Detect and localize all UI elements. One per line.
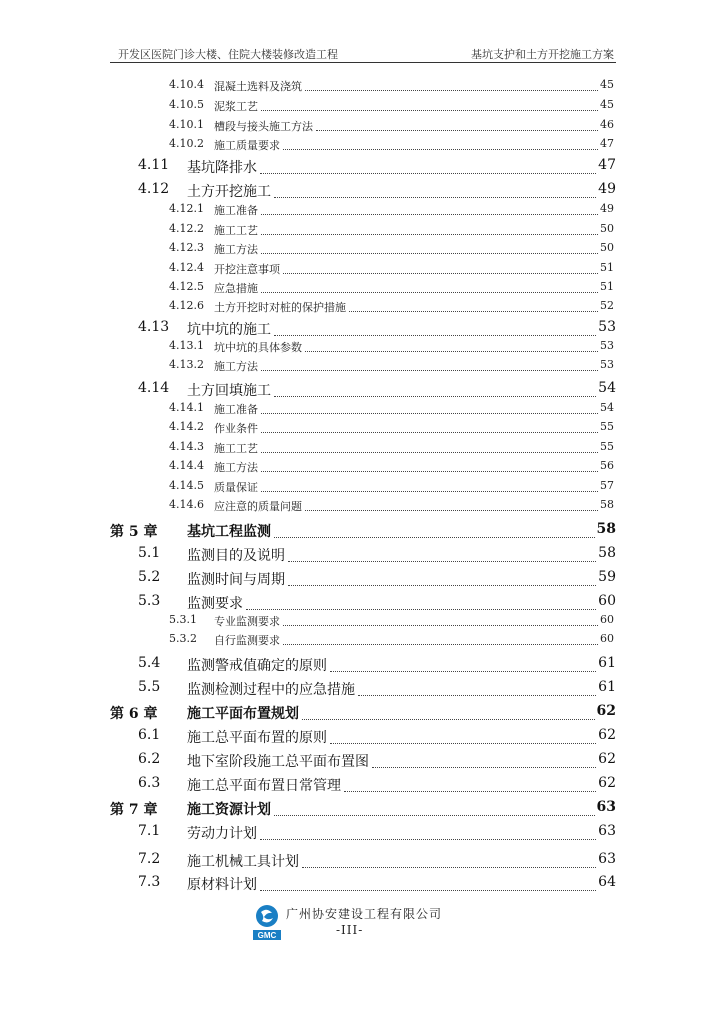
toc-entry-page: 55 bbox=[600, 420, 614, 433]
toc-entry-page: 54 bbox=[600, 401, 614, 414]
toc-entry-page: 62 bbox=[596, 703, 616, 719]
toc-entry[interactable] bbox=[0, 679, 724, 699]
toc-entry-title: 施工总平面布置日常管理 bbox=[187, 778, 341, 794]
toc-entry-number: 7.1 bbox=[138, 823, 161, 839]
toc-entry-number: 6.3 bbox=[138, 775, 161, 791]
toc-entry-title: 施工资源计划 bbox=[187, 802, 271, 818]
toc-dot-leader bbox=[261, 491, 598, 492]
toc-entry[interactable] bbox=[0, 851, 724, 871]
toc-dot-leader bbox=[261, 234, 598, 235]
toc-dot-leader bbox=[261, 110, 598, 111]
toc-entry-title: 施工总平面布置的原则 bbox=[187, 730, 327, 746]
toc-entry-number: 4.10.1 bbox=[169, 118, 204, 131]
header-project-title: 开发区医院门诊大楼、住院大楼装修改造工程 bbox=[118, 48, 338, 61]
toc-entry[interactable] bbox=[0, 545, 724, 565]
toc-entry[interactable] bbox=[0, 118, 724, 138]
toc-dot-leader bbox=[372, 767, 596, 768]
toc-entry[interactable] bbox=[0, 440, 724, 460]
toc-entry-page: 63 bbox=[598, 823, 616, 839]
toc-entry-page: 47 bbox=[600, 137, 614, 150]
toc-dot-leader bbox=[288, 561, 596, 562]
toc-entry-title: 劳动力计划 bbox=[187, 826, 257, 842]
toc-entry[interactable] bbox=[0, 299, 724, 319]
toc-entry[interactable] bbox=[0, 498, 724, 518]
toc-entry[interactable] bbox=[0, 593, 724, 613]
toc-dot-leader bbox=[261, 214, 598, 215]
toc-entry[interactable] bbox=[0, 874, 724, 894]
toc-entry[interactable] bbox=[0, 78, 724, 98]
toc-entry-page: 62 bbox=[598, 775, 616, 791]
header-document-title: 基坑支护和土方开挖施工方案 bbox=[471, 48, 614, 61]
toc-dot-leader bbox=[283, 625, 598, 626]
toc-entry-number: 第 7 章 bbox=[110, 802, 158, 818]
toc-entry-page: 57 bbox=[600, 479, 614, 492]
toc-entry[interactable] bbox=[0, 358, 724, 378]
toc-entry[interactable] bbox=[0, 222, 724, 242]
toc-entry-page: 46 bbox=[600, 118, 614, 131]
toc-entry-page: 61 bbox=[598, 679, 616, 695]
toc-entry-page: 45 bbox=[600, 78, 614, 91]
toc-entry-page: 50 bbox=[600, 222, 614, 235]
toc-dot-leader bbox=[305, 90, 598, 91]
toc-entry[interactable] bbox=[0, 98, 724, 118]
toc-entry[interactable] bbox=[0, 727, 724, 747]
toc-entry-number: 5.4 bbox=[138, 655, 161, 671]
toc-entry-title: 监测目的及说明 bbox=[187, 548, 285, 564]
toc-entry-title: 施工准备 bbox=[214, 403, 258, 416]
toc-entry-page: 64 bbox=[598, 874, 616, 890]
toc-dot-leader bbox=[344, 791, 596, 792]
toc-dot-leader bbox=[283, 644, 598, 645]
toc-entry[interactable] bbox=[0, 157, 724, 177]
toc-dot-leader bbox=[305, 351, 598, 352]
toc-entry[interactable] bbox=[0, 339, 724, 359]
toc-entry[interactable] bbox=[0, 319, 724, 339]
toc-entry-title: 施工工艺 bbox=[214, 224, 258, 237]
toc-entry[interactable] bbox=[0, 799, 724, 819]
toc-entry-number: 6.1 bbox=[138, 727, 161, 743]
toc-entry-title: 应注意的质量问题 bbox=[214, 500, 302, 513]
toc-entry-title: 专业监测要求 bbox=[214, 615, 280, 628]
toc-entry-title: 施工平面布置规划 bbox=[187, 706, 299, 722]
toc-entry-page: 60 bbox=[600, 613, 614, 626]
toc-entry-title: 土方回填施工 bbox=[187, 383, 271, 399]
toc-entry-number: 4.14.4 bbox=[169, 459, 204, 472]
toc-entry[interactable] bbox=[0, 241, 724, 261]
toc-entry[interactable] bbox=[0, 655, 724, 675]
toc-entry-title: 原材料计划 bbox=[187, 877, 257, 893]
toc-entry-number: 4.14.3 bbox=[169, 440, 204, 453]
toc-dot-leader bbox=[283, 273, 598, 274]
toc-dot-leader bbox=[260, 839, 596, 840]
toc-entry-title: 质量保证 bbox=[214, 481, 258, 494]
toc-entry-page: 51 bbox=[600, 280, 614, 293]
toc-dot-leader bbox=[261, 432, 598, 433]
toc-entry-title: 槽段与接头施工方法 bbox=[214, 120, 313, 133]
toc-entry[interactable] bbox=[0, 569, 724, 589]
toc-entry-number: 4.14.5 bbox=[169, 479, 204, 492]
toc-entry-page: 62 bbox=[598, 727, 616, 743]
toc-entry-number: 6.2 bbox=[138, 751, 161, 767]
toc-dot-leader bbox=[246, 609, 596, 610]
toc-entry[interactable] bbox=[0, 261, 724, 281]
toc-entry-page: 56 bbox=[600, 459, 614, 472]
toc-entry-page: 53 bbox=[600, 358, 614, 371]
toc-entry-number: 4.12 bbox=[138, 181, 170, 197]
toc-entry-number: 4.11 bbox=[138, 157, 170, 173]
toc-entry-number: 5.3 bbox=[138, 593, 161, 609]
toc-entry-number: 第 6 章 bbox=[110, 706, 158, 722]
toc-entry[interactable] bbox=[0, 280, 724, 300]
logo-text: GMC bbox=[257, 931, 277, 940]
toc-dot-leader bbox=[260, 173, 596, 174]
toc-entry-number: 5.5 bbox=[138, 679, 161, 695]
toc-entry-title: 施工准备 bbox=[214, 204, 258, 217]
toc-dot-leader bbox=[261, 452, 598, 453]
toc-entry[interactable] bbox=[0, 632, 724, 652]
toc-dot-leader bbox=[274, 537, 595, 538]
toc-dot-leader bbox=[260, 890, 596, 891]
toc-entry-number: 7.3 bbox=[138, 874, 161, 890]
toc-entry-page: 63 bbox=[596, 799, 616, 815]
toc-entry[interactable] bbox=[0, 459, 724, 479]
toc-dot-leader bbox=[302, 719, 595, 720]
toc-entry-page: 60 bbox=[598, 593, 616, 609]
toc-entry-number: 4.12.2 bbox=[169, 222, 204, 235]
toc-entry-title: 混凝土选料及浇筑 bbox=[214, 80, 302, 93]
toc-entry-page: 53 bbox=[598, 319, 616, 335]
toc-entry-title: 土方开挖施工 bbox=[187, 184, 271, 200]
toc-dot-leader bbox=[274, 396, 596, 397]
toc-entry-title: 监测检测过程中的应急措施 bbox=[187, 682, 355, 698]
toc-entry[interactable] bbox=[0, 613, 724, 633]
toc-dot-leader bbox=[349, 311, 598, 312]
toc-entry-title: 作业条件 bbox=[214, 422, 258, 435]
toc-entry-number: 4.10.4 bbox=[169, 78, 204, 91]
toc-dot-leader bbox=[358, 695, 596, 696]
toc-dot-leader bbox=[274, 335, 596, 336]
toc-entry-page: 55 bbox=[600, 440, 614, 453]
toc-entry[interactable] bbox=[0, 751, 724, 771]
toc-entry[interactable] bbox=[0, 479, 724, 499]
toc-entry-number: 4.12.3 bbox=[169, 241, 204, 254]
toc-entry-title: 地下室阶段施工总平面布置图 bbox=[187, 754, 369, 770]
toc-entry-title: 坑中坑的具体参数 bbox=[214, 341, 302, 354]
toc-entry-title: 施工方法 bbox=[214, 360, 258, 373]
toc-entry-number: 4.14.1 bbox=[169, 401, 204, 414]
toc-entry-page: 51 bbox=[600, 261, 614, 274]
toc-entry-number: 5.1 bbox=[138, 545, 161, 561]
toc-entry[interactable] bbox=[0, 137, 724, 157]
toc-entry-title: 泥浆工艺 bbox=[214, 100, 258, 113]
toc-entry-title: 监测要求 bbox=[187, 596, 243, 612]
toc-entry-title: 施工方法 bbox=[214, 461, 258, 474]
toc-entry-page: 47 bbox=[598, 157, 616, 173]
toc-entry-page: 63 bbox=[598, 851, 616, 867]
toc-entry-title: 基坑降排水 bbox=[187, 160, 257, 176]
toc-entry-page: 60 bbox=[600, 632, 614, 645]
toc-dot-leader bbox=[274, 197, 596, 198]
toc-dot-leader bbox=[330, 671, 596, 672]
toc-entry-number: 4.10.5 bbox=[169, 98, 204, 111]
company-name: 广州协安建设工程有限公司 bbox=[286, 907, 443, 921]
toc-dot-leader bbox=[316, 130, 598, 131]
toc-entry-title: 施工机械工具计划 bbox=[187, 854, 299, 870]
toc-entry-page: 59 bbox=[598, 569, 616, 585]
toc-entry[interactable] bbox=[0, 181, 724, 201]
toc-entry-page: 54 bbox=[598, 380, 616, 396]
toc-dot-leader bbox=[261, 413, 598, 414]
toc-entry[interactable] bbox=[0, 380, 724, 400]
toc-entry-number: 5.2 bbox=[138, 569, 161, 585]
toc-dot-leader bbox=[261, 253, 598, 254]
toc-entry-title: 监测时间与周期 bbox=[187, 572, 285, 588]
toc-entry[interactable] bbox=[0, 703, 724, 723]
toc-entry-page: 49 bbox=[600, 202, 614, 215]
toc-dot-leader bbox=[330, 743, 596, 744]
toc-entry-page: 52 bbox=[600, 299, 614, 312]
toc-dot-leader bbox=[261, 370, 598, 371]
toc-entry-page: 58 bbox=[600, 498, 614, 511]
toc-entry[interactable] bbox=[0, 521, 724, 541]
toc-entry-number: 4.13.1 bbox=[169, 339, 204, 352]
toc-dot-leader bbox=[274, 815, 595, 816]
toc-entry-title: 坑中坑的施工 bbox=[187, 322, 271, 338]
toc-entry-number: 7.2 bbox=[138, 851, 161, 867]
toc-entry-title: 施工质量要求 bbox=[214, 139, 280, 152]
company-logo-icon bbox=[252, 903, 282, 941]
toc-entry[interactable] bbox=[0, 401, 724, 421]
toc-entry[interactable] bbox=[0, 823, 724, 843]
toc-entry-number: 4.14.6 bbox=[169, 498, 204, 511]
toc-entry-title: 自行监测要求 bbox=[214, 634, 280, 647]
toc-entry-page: 53 bbox=[600, 339, 614, 352]
toc-entry-number: 4.12.5 bbox=[169, 280, 204, 293]
toc-dot-leader bbox=[261, 292, 598, 293]
toc-entry-page: 45 bbox=[600, 98, 614, 111]
toc-entry-number: 4.12.4 bbox=[169, 261, 204, 274]
toc-dot-leader bbox=[302, 867, 596, 868]
toc-entry-page: 58 bbox=[596, 521, 616, 537]
toc-entry-number: 4.13.2 bbox=[169, 358, 204, 371]
toc-entry-title: 施工工艺 bbox=[214, 442, 258, 455]
toc-dot-leader bbox=[261, 471, 598, 472]
toc-entry-page: 61 bbox=[598, 655, 616, 671]
toc-entry-number: 4.14.2 bbox=[169, 420, 204, 433]
toc-entry[interactable] bbox=[0, 420, 724, 440]
page-number: -III- bbox=[336, 923, 364, 937]
toc-entry-page: 62 bbox=[598, 751, 616, 767]
toc-entry-number: 4.13 bbox=[138, 319, 170, 335]
toc-entry-number: 4.12.6 bbox=[169, 299, 204, 312]
toc-entry-number: 5.3.2 bbox=[169, 632, 197, 645]
toc-dot-leader bbox=[305, 510, 598, 511]
toc-entry[interactable] bbox=[0, 775, 724, 795]
toc-entry-title: 开挖注意事项 bbox=[214, 263, 280, 276]
toc-entry-page: 58 bbox=[598, 545, 616, 561]
toc-entry-page: 50 bbox=[600, 241, 614, 254]
toc-entry-number: 4.14 bbox=[138, 380, 170, 396]
toc-entry-number: 5.3.1 bbox=[169, 613, 197, 626]
toc-entry-title: 土方开挖时对桩的保护措施 bbox=[214, 301, 346, 314]
toc-entry-title: 施工方法 bbox=[214, 243, 258, 256]
toc-entry-title: 应急措施 bbox=[214, 282, 258, 295]
toc-entry[interactable] bbox=[0, 202, 724, 222]
toc-entry-number: 4.12.1 bbox=[169, 202, 204, 215]
toc-entry-title: 基坑工程监测 bbox=[187, 524, 271, 540]
toc-dot-leader bbox=[288, 585, 596, 586]
toc-entry-title: 监测警戒值确定的原则 bbox=[187, 658, 327, 674]
toc-dot-leader bbox=[283, 149, 598, 150]
toc-entry-number: 4.10.2 bbox=[169, 137, 204, 150]
toc-entry-number: 第 5 章 bbox=[110, 524, 158, 540]
toc-entry-page: 49 bbox=[598, 181, 616, 197]
